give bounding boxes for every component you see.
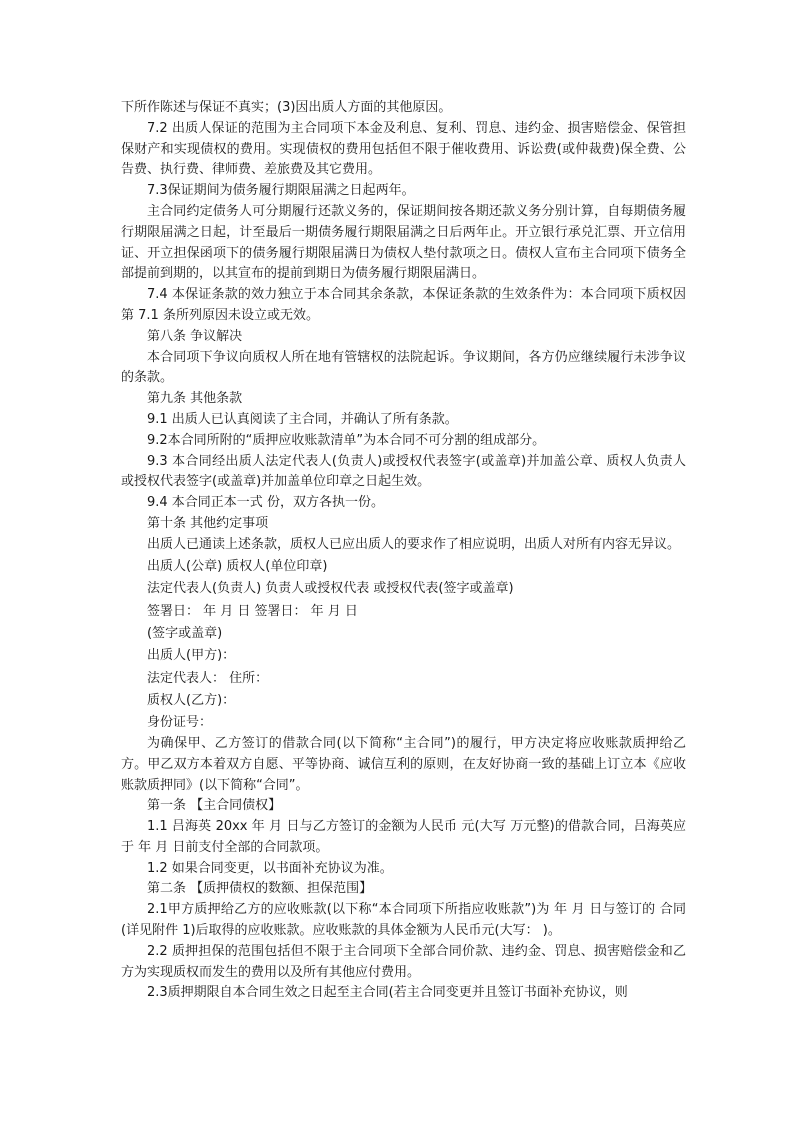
paragraph-7-4: 7.4 本保证条款的效力独立于本合同其余条款，本保证条款的生效条件为：本合同项下质权因第 7.1 条所列原因未设立或无效。 [121, 287, 686, 323]
heading-article-9: 第九条 其他条款 [147, 391, 243, 407]
paragraph-9-4: 9.4 本合同正本一式 份，双方各执一份。 [147, 495, 384, 511]
signature-parties: 出质人(公章) 质权人(单位印章) [147, 559, 328, 575]
paragraph-2-2: 2.2 质押担保的范围包括但不限于主合同项下全部合同价款、违约金、罚息、损害赔偿金和乙方为实现质权而发生的费用以及所有其他应付费用。 [121, 943, 686, 980]
heading-article-2: 第二条 【质押债权的数额、担保范围】 [147, 881, 373, 897]
paragraph-9-2: 9.2本合同所附的“质押应收账款清单”为本合同不可分割的组成部分。 [147, 432, 546, 448]
paragraph-7-2: 7.2 出质人保证的范围为主合同项下本金及利息、复利、罚息、违约金、损害赔偿金、保管担保财产和实现债权的费用。实现债权的费用包括但不限于催收费用、诉讼费(或仲裁费)保全费、公告费、执行费、律师费、差旅费及其它费用。 [121, 120, 686, 178]
signature-dates: 签署日： 年 月 日 签署日： 年 月 日 [147, 603, 358, 619]
paragraph-preamble: 为确保甲、乙方签订的借款合同(以下简称“主合同”)的履行，甲方决定将应收账款质押给乙方。甲乙双方本着双方自愿、平等协商、诚信互利的原则，在友好协商一致的基础上订立本《应收账款质押同》(以下简称“合同”。 [121, 735, 686, 793]
heading-article-10: 第十条 其他约定事项 [147, 515, 269, 531]
legal-rep-address-label: 法定代表人： 住所： [147, 670, 269, 686]
heading-article-8: 第八条 争议解决 [147, 328, 243, 344]
paragraph-1-1: 1.1 吕海英 20xx 年 月 日与乙方签订的金额为人民币 元(大写 万元整)的借款合同，吕海英应于 年 月 日前支付全部的合同款项。 [121, 819, 686, 855]
paragraph-installment: 主合同约定债务人可分期履行还款义务的，保证期间按各期还款义务分别计算，自每期债务履行期限届满之日起，计至最后一期债务履行期限届满之日后两年止。开立银行承兑汇票、开立信用证、开立担保函项下的债务履行期限届满日为债权人垫付款项之日。债权人宣布主合同项下债务全部提前到期的，以其宣布的提前到期日为债务履行期限届满日。 [121, 203, 686, 282]
signature-note: (签字或盖章) [147, 625, 223, 641]
paragraph-7-3: 7.3保证期间为债务履行期限届满之日起两年。 [147, 183, 415, 199]
id-number-label: 身份证号： [147, 715, 213, 731]
paragraph-dispute: 本合同项下争议向质权人所在地有管辖权的法院起诉。争议期间，各方仍应继续履行未涉争议的条款。 [121, 349, 686, 386]
paragraph-acknowledgement: 出质人已通读上述条款，质权人已应出质人的要求作了相应说明，出质人对所有内容无异议。 [147, 536, 681, 552]
paragraph-2-3: 2.3质押期限自本合同生效之日起至主合同(若主合同变更并且签订书面补充协议，则 [147, 985, 628, 1001]
paragraph-continuation: 下所作陈述与保证不真实；(3)因出质人方面的其他原因。 [121, 100, 452, 115]
party-b-label: 质权人(乙方)： [147, 692, 236, 708]
party-a-label: 出质人(甲方)： [147, 648, 236, 664]
document-body [121, 98, 686, 1004]
paragraph-9-3: 9.3 本合同经出质人法定代表人(负责人)或授权代表签字(或盖章)并加盖公章、质权人负责人或授权代表签字(或盖章)并加盖单位印章之日起生效。 [121, 453, 686, 490]
paragraph-2-1: 2.1甲方质押给乙方的应收账款(以下称“本合同项下所指应收账款”)为 年 月 日与签订的 合同(详见附件 1)后取得的应收账款。应收账款的具体金额为人民币元(大写： )。 [121, 902, 686, 939]
heading-article-1: 第一条 【主合同债权】 [147, 798, 282, 814]
signature-representatives: 法定代表人(负责人) 负责人或授权代表 或授权代表(签字或盖章) [147, 581, 514, 597]
paragraph-9-1: 9.1 出质人已认真阅读了主合同，并确认了所有条款。 [147, 411, 458, 427]
paragraph-1-2: 1.2 如果合同变更，以书面补充协议为准。 [147, 860, 393, 876]
